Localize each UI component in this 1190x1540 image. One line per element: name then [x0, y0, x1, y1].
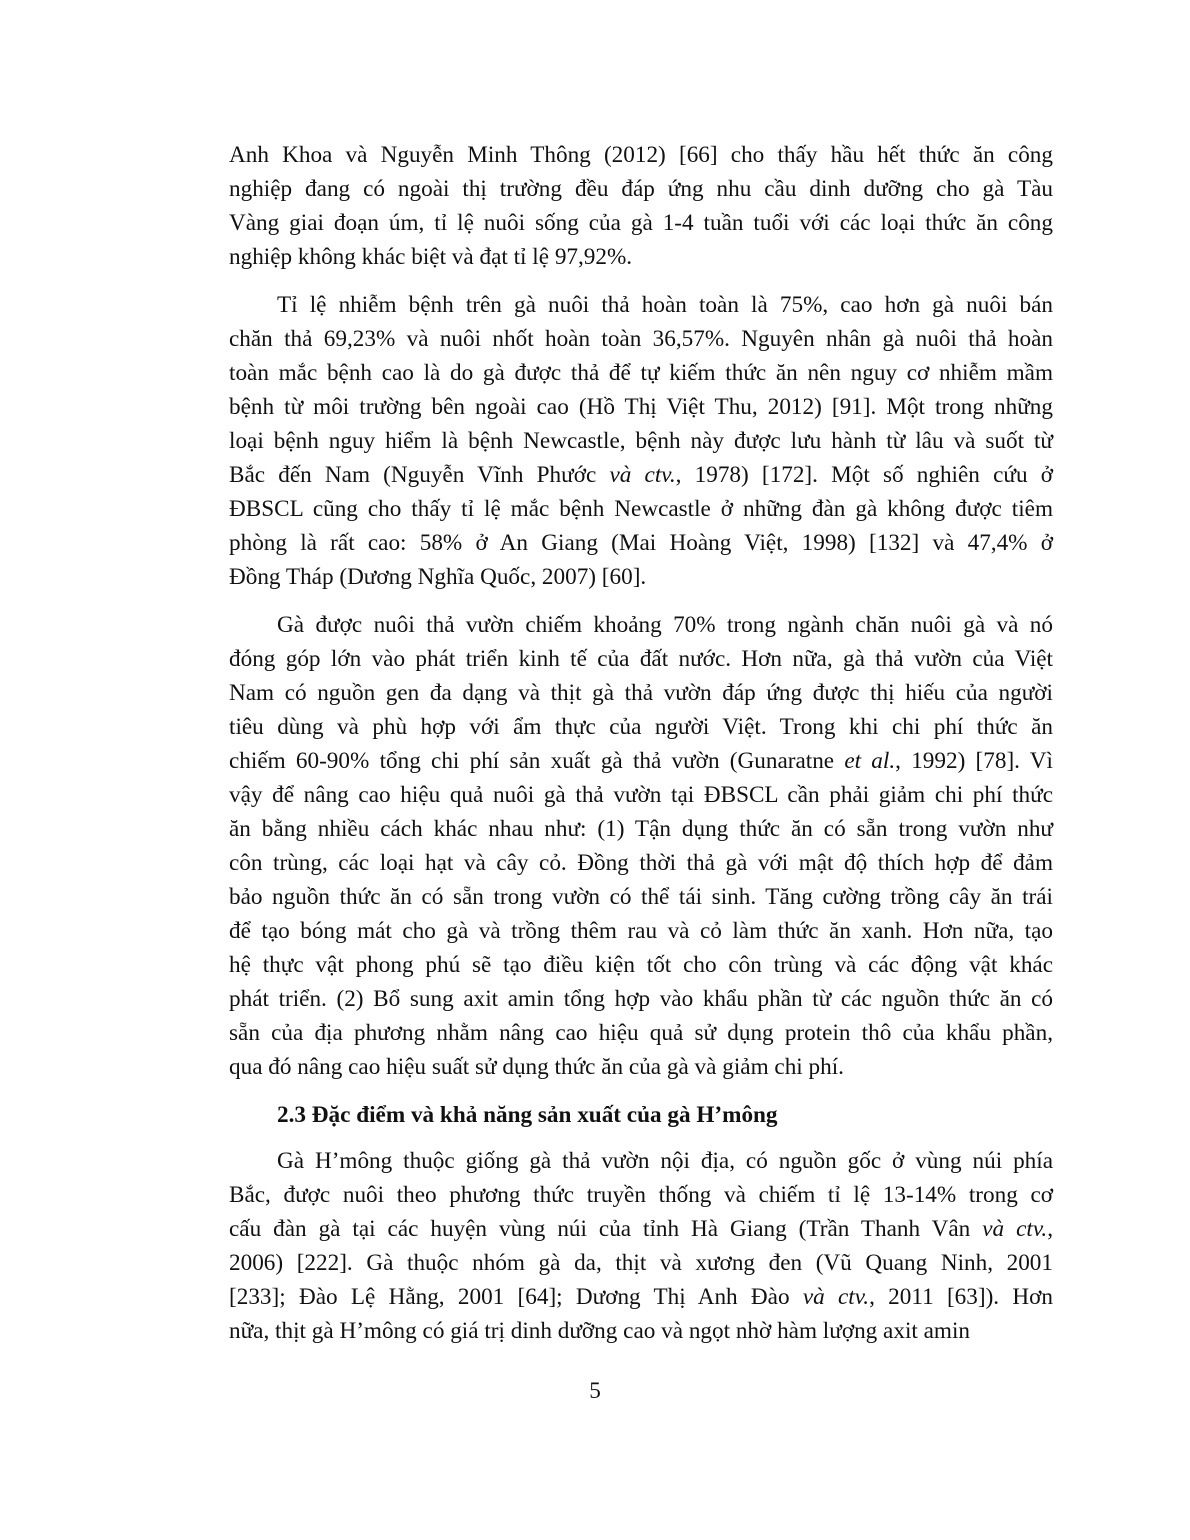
text-line	[229, 1314, 1053, 1348]
text-segment: vậy để nâng cao hiệu quả nuôi gà thả vườn tại ĐBSCL cần phải giảm chi phí thức	[229, 782, 1053, 808]
text-line	[229, 710, 1053, 744]
text-line	[229, 172, 1053, 206]
text-line	[229, 138, 1053, 172]
text-line	[229, 206, 1053, 240]
paragraph-p1	[229, 138, 1053, 274]
text-segment: côn trùng, các loại hạt và cây cỏ. Đồng thời thả gà với mật độ thích hợp để đảm	[229, 850, 1053, 876]
italic-text: và ctv.	[982, 1216, 1048, 1242]
text-segment: Bắc đến Nam (Nguyễn Vĩnh Phước	[229, 462, 610, 488]
text-segment: Gà được nuôi thả vườn chiếm khoảng 70% trong ngành chăn nuôi gà và nó	[277, 612, 1053, 638]
text-segment: Gà H’mông thuộc giống gà thả vườn nội địa, có nguồn gốc ở vùng núi phía	[277, 1148, 1053, 1174]
paragraph-gap	[229, 1084, 1053, 1098]
text-segment: , 2011 [63]). Hơn	[869, 1284, 1053, 1310]
italic-text: và ctv.	[609, 462, 676, 488]
text-segment: sẵn của địa phương nhằm nâng cao hiệu quả sử dụng protein thô của khẩu phần,	[229, 1020, 1053, 1046]
text-segment: tiêu dùng và phù hợp với ẩm thực của người Việt. Trong khi chi phí thức ăn	[229, 714, 1053, 740]
text-line	[229, 560, 1053, 594]
text-segment: nữa, thịt gà H’mông có giá trị dinh dưỡng cao và ngọt nhờ hàm lượng axit amin	[229, 1318, 970, 1344]
text-segment: ĐBSCL cũng cho thấy tỉ lệ mắc bệnh Newcastle ở những đàn gà không được tiêm	[229, 496, 1053, 522]
paragraph-p4	[229, 1144, 1053, 1348]
text-segment: nghiệp không khác biệt và đạt tỉ lệ 97,92%.	[229, 244, 633, 270]
text-line	[229, 240, 1053, 274]
paragraph-p3	[229, 608, 1053, 1084]
text-line	[229, 1246, 1053, 1280]
text-line	[229, 1178, 1053, 1212]
page-number: 5	[589, 1378, 601, 1404]
text-segment: bảo nguồn thức ăn có sẵn trong vườn có thể tái sinh. Tăng cường trồng cây ăn trái	[229, 884, 1053, 910]
text-segment: cấu đàn gà tại các huyện vùng núi của tỉnh Hà Giang (Trần Thanh Vân	[229, 1216, 983, 1242]
text-segment: Đồng Tháp (Dương Nghĩa Quốc, 2007) [60].	[229, 564, 647, 590]
text-line	[229, 744, 1053, 778]
text-line	[229, 982, 1053, 1016]
text-segment: loại bệnh nguy hiểm là bệnh Newcastle, bệnh này được lưu hành từ lâu và suốt từ	[229, 428, 1053, 454]
text-segment: Bắc, được nuôi theo phương thức truyền thống và chiếm tỉ lệ 13-14% trong cơ	[229, 1182, 1053, 1208]
paragraph-gap	[229, 274, 1053, 288]
text-segment: bệnh từ môi trường bên ngoài cao (Hồ Thị Việt Thu, 2012) [91]. Một trong những	[229, 394, 1053, 420]
text-line	[229, 608, 1053, 642]
text-segment: Anh Khoa và Nguyễn Minh Thông (2012) [66] cho thấy hầu hết thức ăn công	[229, 142, 1053, 168]
text-segment: nghiệp đang có ngoài thị trường đều đáp ứng nhu cầu dinh dưỡng cho gà Tàu	[229, 176, 1053, 202]
text-line	[229, 914, 1053, 948]
text-segment: ,	[1047, 1216, 1053, 1242]
text-line	[229, 356, 1053, 390]
text-segment: , 1978) [172]. Một số nghiên cứu ở	[675, 462, 1053, 488]
text-line	[229, 1280, 1053, 1314]
text-line	[229, 1016, 1053, 1050]
text-line	[229, 846, 1053, 880]
text-segment: đóng góp lớn vào phát triển kinh tế của đất nước. Hơn nữa, gà thả vườn của Việt	[229, 646, 1053, 672]
text-line	[229, 1144, 1053, 1178]
text-segment: 2006) [222]. Gà thuộc nhóm gà da, thịt và xương đen (Vũ Quang Ninh, 2001	[229, 1250, 1053, 1276]
text-segment: toàn mắc bệnh cao là do gà được thả để tự kiếm thức ăn nên nguy cơ nhiễm mầm	[229, 360, 1053, 386]
text-line	[229, 288, 1053, 322]
text-segment: Tỉ lệ nhiễm bệnh trên gà nuôi thả hoàn toàn là 75%, cao hơn gà nuôi bán	[277, 292, 1053, 318]
text-segment: qua đó nâng cao hiệu suất sử dụng thức ăn của gà và giảm chi phí.	[229, 1054, 844, 1080]
text-line	[229, 424, 1053, 458]
text-segment: phòng là rất cao: 58% ở An Giang (Mai Hoàng Việt, 1998) [132] và 47,4% ở	[229, 530, 1053, 556]
text-line	[229, 390, 1053, 424]
text-line	[229, 642, 1053, 676]
paragraph-gap	[229, 594, 1053, 608]
text-line	[229, 1050, 1053, 1084]
text-line	[229, 526, 1053, 560]
text-line	[229, 812, 1053, 846]
text-line	[229, 676, 1053, 710]
text-line	[229, 1212, 1053, 1246]
text-line	[229, 322, 1053, 356]
italic-text: et al.	[844, 748, 896, 774]
text-segment: để tạo bóng mát cho gà và trồng thêm rau và cỏ làm thức ăn xanh. Hơn nữa, tạo	[229, 918, 1053, 944]
paragraph-p2	[229, 288, 1053, 594]
text-segment: chăn thả 69,23% và nuôi nhốt hoàn toàn 36,57%. Nguyên nhân gà nuôi thả hoàn	[229, 326, 1053, 352]
text-segment: chiếm 60-90% tổng chi phí sản xuất gà thả vườn (Gunaratne	[229, 748, 845, 774]
text-line	[229, 778, 1053, 812]
text-line	[229, 458, 1053, 492]
document-page	[229, 138, 1053, 1348]
italic-text: và ctv.	[802, 1284, 870, 1310]
text-segment: , 1992) [78]. Vì	[895, 748, 1053, 774]
text-line	[229, 492, 1053, 526]
text-segment: Nam có nguồn gen đa dạng và thịt gà thả vườn đáp ứng được thị hiếu của người	[229, 680, 1053, 706]
text-line	[229, 880, 1053, 914]
text-segment: hệ thực vật phong phú sẽ tạo điều kiện tốt cho côn trùng và các động vật khác	[229, 952, 1053, 978]
text-segment: phát triển. (2) Bổ sung axit amin tổng hợp vào khẩu phần từ các nguồn thức ăn có	[229, 986, 1053, 1012]
text-segment: ăn bằng nhiều cách khác nhau như: (1) Tận dụng thức ăn có sẵn trong vườn như	[229, 816, 1053, 842]
text-line	[229, 948, 1053, 982]
section-heading: 2.3 Đặc điểm và khả năng sản xuất của gà H’mông	[277, 1102, 778, 1128]
text-segment: [233]; Đào Lệ Hằng, 2001 [64]; Dương Thị Anh Đào	[229, 1284, 803, 1310]
text-segment: Vàng giai đoạn úm, tỉ lệ nuôi sống của gà 1-4 tuần tuổi với các loại thức ăn công	[229, 210, 1053, 236]
